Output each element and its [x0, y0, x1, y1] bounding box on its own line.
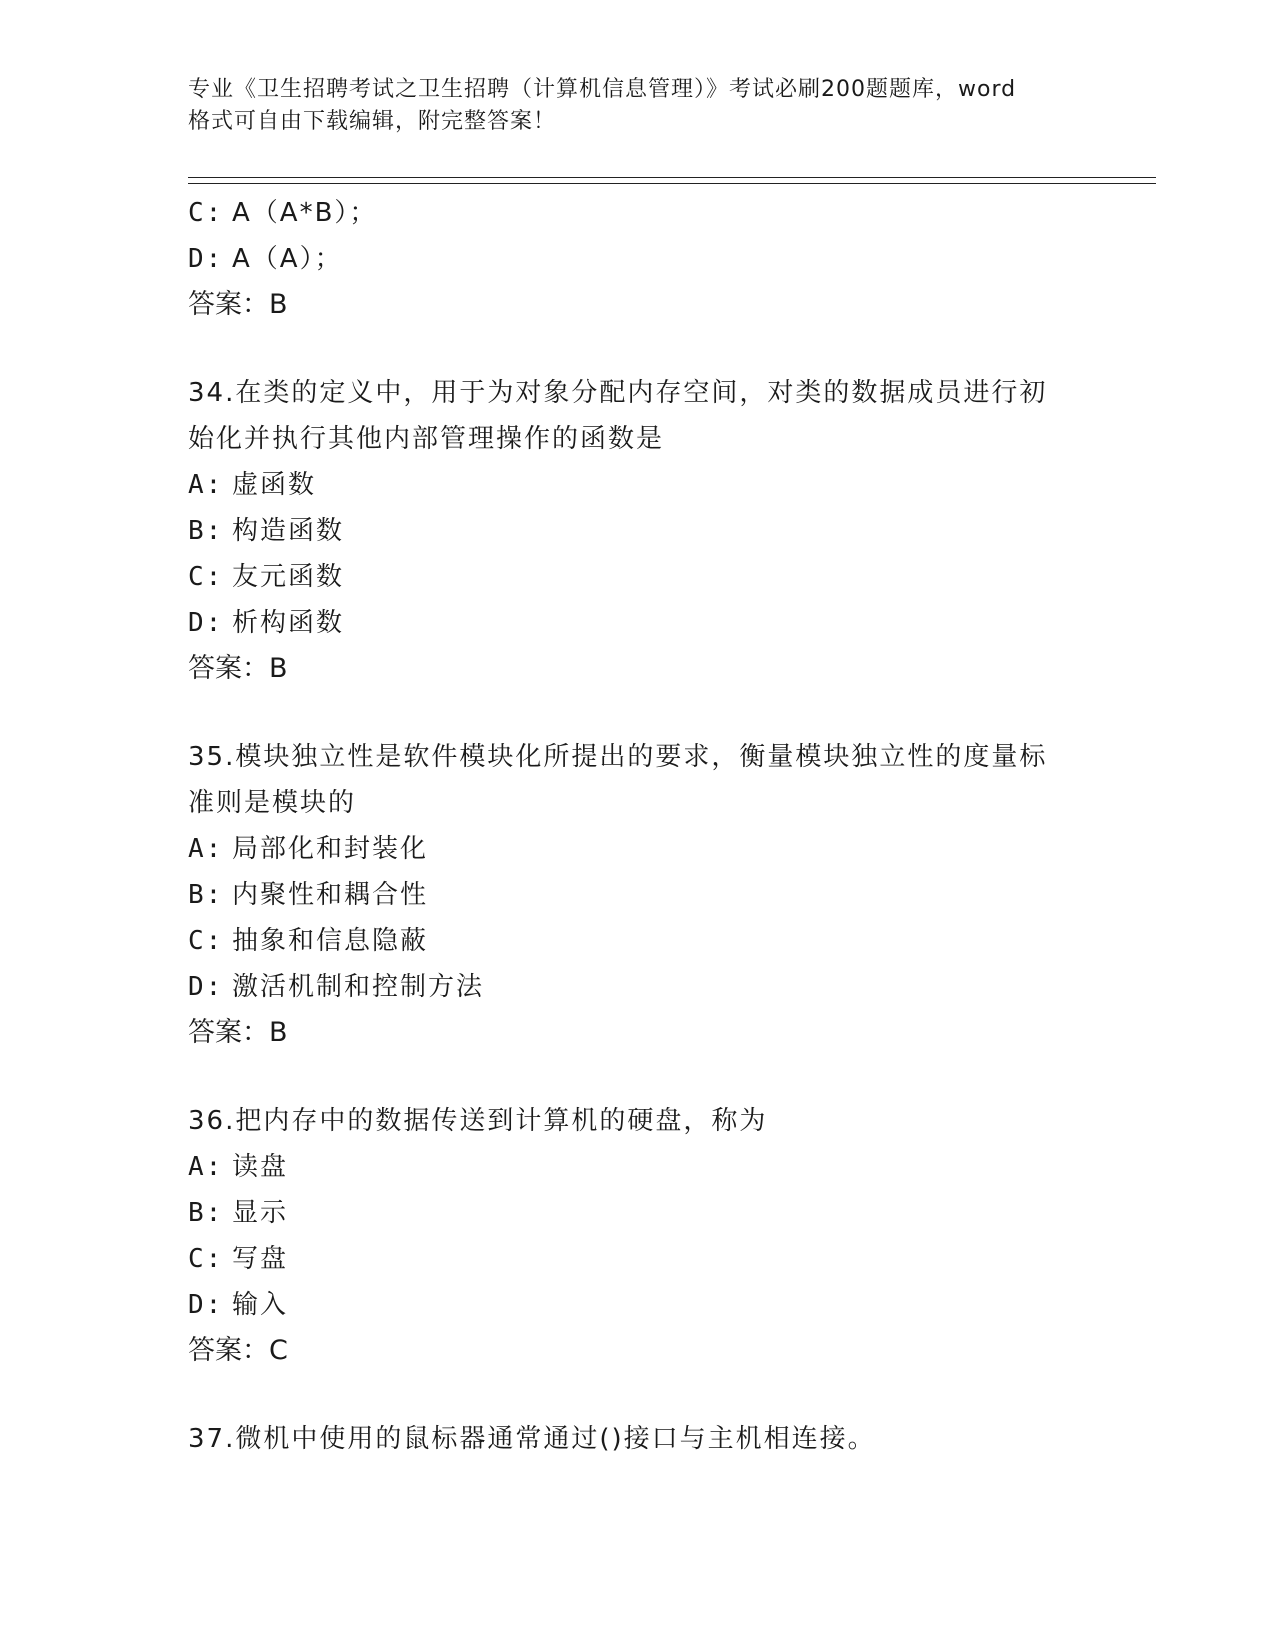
option-a	[188, 826, 1088, 872]
option-key: C:	[188, 198, 224, 228]
option-key: D:	[188, 608, 224, 638]
question-text	[188, 1098, 1068, 1144]
option-text: 显示	[232, 1198, 289, 1228]
option-text: 读盘	[232, 1152, 289, 1182]
option-d	[188, 600, 1088, 646]
answer-line: 答案：C	[188, 1335, 288, 1366]
option-key: D:	[188, 972, 224, 1002]
question-text-line-1: 35.模块独立性是软件模块化所提出的要求，衡量模块独立性的度量标	[188, 742, 1048, 772]
question-text	[188, 370, 1068, 462]
question-text	[188, 734, 1068, 826]
option-key: B:	[188, 1198, 224, 1228]
option-text: 写盘	[232, 1244, 289, 1274]
option-key: A:	[188, 470, 224, 500]
question-text	[188, 1416, 1068, 1462]
option-c	[188, 554, 1088, 600]
option-key: A:	[188, 1152, 224, 1182]
question-text-line-1: 34.在类的定义中，用于为对象分配内存空间，对类的数据成员进行初	[188, 378, 1048, 408]
question-37	[188, 1416, 1088, 1462]
option-key: C:	[188, 926, 224, 956]
question-33-tail	[188, 190, 1088, 328]
option-d	[188, 1282, 1088, 1328]
option-key: A:	[188, 834, 224, 864]
option-text: 析构函数	[232, 608, 345, 638]
option-text: 激活机制和控制方法	[232, 972, 485, 1002]
option-c	[188, 918, 1088, 964]
question-text-line-1: 37.微机中使用的鼠标器通常通过()接口与主机相连接。	[188, 1424, 876, 1454]
option-text: 局部化和封装化	[232, 834, 429, 864]
option-text: 构造函数	[232, 516, 345, 546]
option-b	[188, 872, 1088, 918]
option-a	[188, 1144, 1088, 1190]
option-key: D:	[188, 1290, 224, 1320]
option-text: A（A）；	[232, 244, 343, 274]
question-text-line-2: 始化并执行其他内部管理操作的函数是	[188, 424, 665, 454]
option-key: D:	[188, 244, 224, 274]
option-key: C:	[188, 1244, 224, 1274]
option-d	[188, 236, 1088, 282]
option-key: B:	[188, 880, 224, 910]
option-text: 友元函数	[232, 562, 345, 592]
option-text: 内聚性和耦合性	[232, 880, 429, 910]
question-35	[188, 734, 1088, 1056]
document-header	[188, 74, 1088, 138]
question-text-line-1: 36.把内存中的数据传送到计算机的硬盘，称为	[188, 1106, 768, 1136]
option-b	[188, 1190, 1088, 1236]
question-text-line-2: 准则是模块的	[188, 788, 357, 818]
option-key: C:	[188, 562, 224, 592]
option-a	[188, 462, 1088, 508]
header-line-2: 格式可自由下载编辑，附完整答案！	[188, 109, 557, 134]
answer-line: 答案：B	[188, 653, 288, 684]
answer-line: 答案：B	[188, 1017, 288, 1048]
option-c	[188, 190, 1088, 236]
header-rule-top	[188, 177, 1156, 178]
question-34	[188, 370, 1088, 692]
option-d	[188, 964, 1088, 1010]
header-line-1: 专业《卫生招聘考试之卫生招聘（计算机信息管理）》考试必刷200题题库，word	[188, 77, 1017, 102]
option-key: B:	[188, 516, 224, 546]
option-c	[188, 1236, 1088, 1282]
answer-line: 答案：B	[188, 289, 288, 320]
question-list	[188, 190, 1088, 1462]
option-text: A（A*B）；	[232, 198, 378, 228]
option-b	[188, 508, 1088, 554]
option-text: 虚函数	[232, 470, 317, 500]
option-text: 输入	[232, 1290, 289, 1320]
option-text: 抽象和信息隐蔽	[232, 926, 429, 956]
header-rule-bottom	[188, 183, 1156, 184]
question-36	[188, 1098, 1088, 1374]
